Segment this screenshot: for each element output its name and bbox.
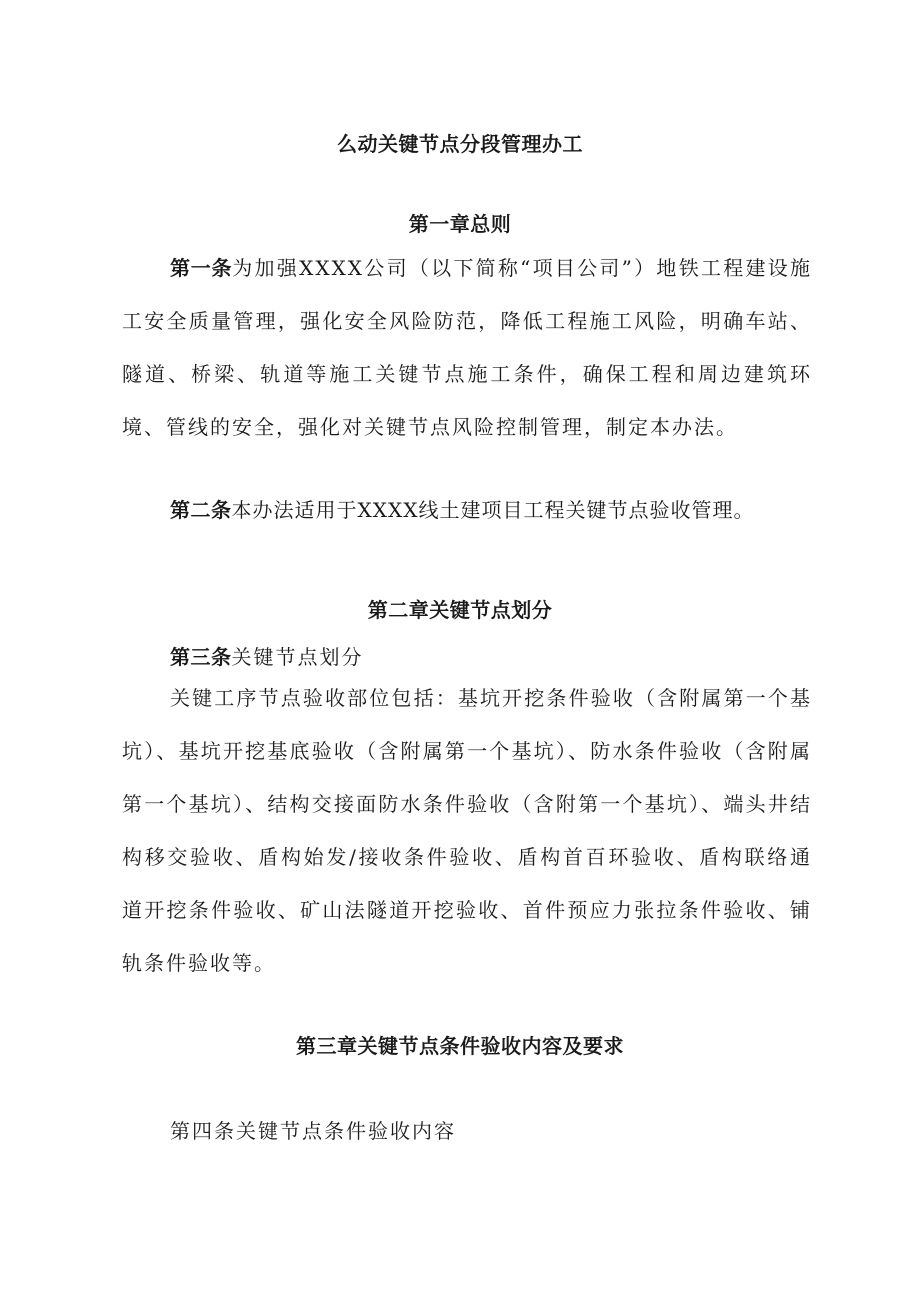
- article-1: [122, 242, 812, 454]
- chapter-1-heading: 第一章总则: [408, 212, 512, 236]
- article-4-heading: 第四条关键节点条件验收内容: [170, 1119, 456, 1143]
- article-1-text: 为加强XXXX公司（以下简称“项目公司”）地铁工程建设施工安全质量管理，强化安全风险防范，降低工程施工风险，明确车站、隧道、桥梁、轨道等施工关键节点施工条件，确保工程和周边建筑环境、管线的安全，强化对关键节点风险控制管理，制定本办法。: [122, 256, 813, 439]
- article-2-paragraph: [122, 484, 812, 537]
- article-3-title: 关键节点划分: [231, 645, 364, 669]
- article-3-body: [122, 672, 812, 990]
- article-2-label: 第二条: [170, 498, 232, 522]
- article-2-text: 本办法适用于XXXX线土建项目工程关键节点验收管理。: [231, 498, 755, 522]
- chapter-2-heading: 第二章关键节点划分: [367, 598, 553, 622]
- article-3-label: 第三条: [170, 645, 232, 669]
- article-1-paragraph: [122, 242, 812, 454]
- article-3-paragraph: 关键工序节点验收部位包括：基坑开挖条件验收（含附属第一个基坑）、基坑开挖基底验收（含附属第一个基坑）、防水条件验收（含附属第一个基坑）、结构交接面防水条件验收（含附第一个基坑）、端头井结构移交验收、盾构始发/接收条件验收、盾构首百环验收、盾构联络通道开挖条件验收、矿山法隧道开挖验收、首件预应力张拉条件验收、铺轨条件验收等。: [122, 686, 812, 975]
- chapter-3-heading: 第三章关键节点条件验收内容及要求: [296, 1034, 624, 1058]
- article-3-heading: [170, 641, 364, 670]
- document-title: 么动关键节点分段管理办工: [337, 132, 583, 156]
- article-1-label: 第一条: [170, 256, 233, 280]
- article-2: [122, 484, 812, 537]
